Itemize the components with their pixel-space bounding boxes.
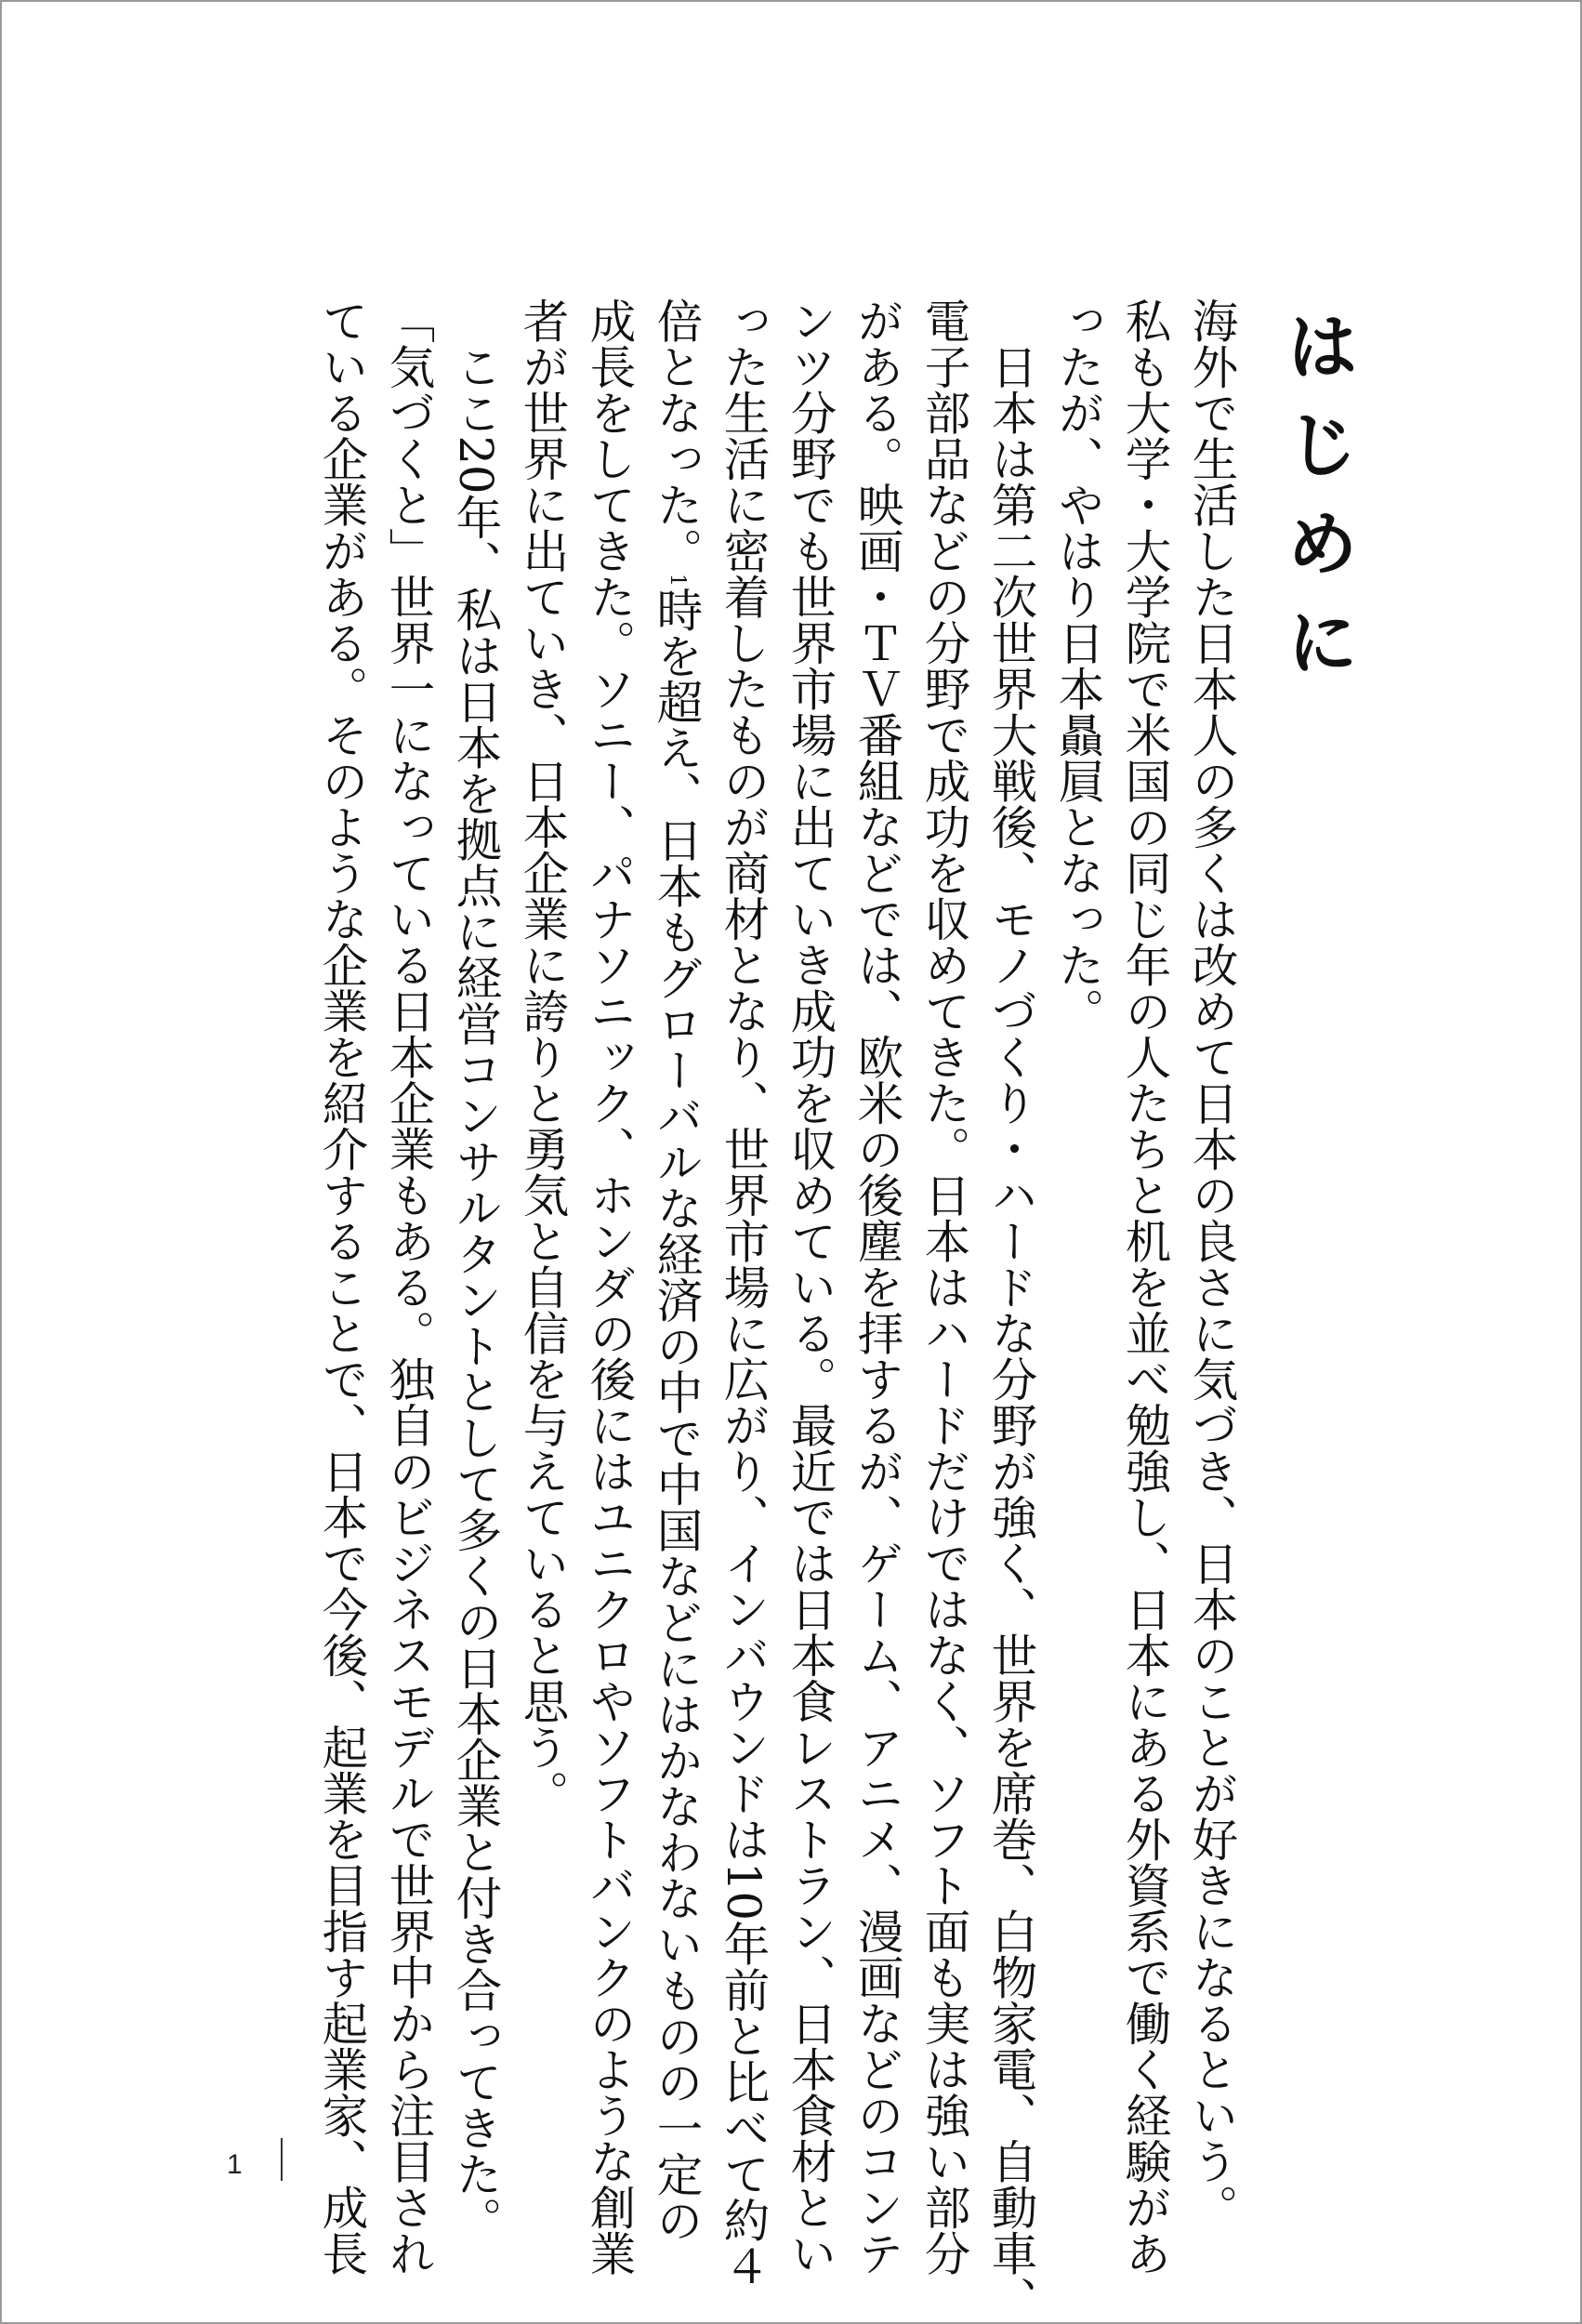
text-segment: 時を超え、日本もグローバルな経済の中で中国などにはかなわないものの一定の bbox=[650, 587, 704, 2243]
footnote-mark: 1 bbox=[666, 574, 689, 587]
text-column: った生活に密着したものが商材となり、世界市場に広がり、インバウンドは10年前と比べて約４ bbox=[717, 297, 771, 2289]
text-column: 電子部品などの分野で成功を収めてきた。日本はハードだけではなく、ソフト面も実は強い部分 bbox=[917, 297, 971, 2277]
body-text bbox=[309, 297, 1246, 2322]
text-column: 海外で生活した日本人の多くは改めて日本の良さに気づき、日本のことが好きになるという。 bbox=[1185, 297, 1239, 2230]
text-column: 「気づくと」世界一になっている日本企業もある。独自のビジネスモデルで世界中から注目され bbox=[382, 297, 436, 2277]
text-column: ている企業がある。そのような企業を紹介することで、日本で今後、起業を目指す起業家、成長 bbox=[315, 297, 369, 2277]
text-column-with-footnote bbox=[643, 297, 710, 2243]
page-number: 1 bbox=[227, 2149, 243, 2180]
text-column: ンツ分野でも世界市場に出ていき成功を収めている。最近では日本食レストラン、日本食材とい bbox=[784, 297, 837, 2277]
folio-divider bbox=[281, 2138, 283, 2181]
chapter-title: はじめに bbox=[1274, 309, 1359, 703]
text-column: 日本は第二次世界大戦後、モノづくり・ハードな分野が強く、世界を席巻、白物家電、自動車、 bbox=[984, 297, 1038, 2322]
text-column: ここ20年、私は日本を拠点に経営コンサルタントとして多くの日本企業と付き合ってきた。 bbox=[449, 297, 503, 2243]
text-column: 者が世界に出ていき、日本企業に誇りと勇気と自信を与えていると思う。 bbox=[516, 297, 570, 1816]
text-column: ったが、やはり日本贔屓となった。 bbox=[1051, 297, 1105, 1034]
text-segment: 倍となった。 bbox=[650, 297, 704, 574]
text-column: 成長をしてきた。ソニー、パナソニック、ホンダの後にはユニクロやソフトバンクのような創業 bbox=[583, 297, 637, 2277]
text-column: がある。映画・ＴＶ番組などでは、欧米の後塵を拝するが、ゲーム、アニメ、漫画などのコンテ bbox=[850, 297, 904, 2277]
text-column: 私も大学・大学院で米国の同じ年の人たちと机を並べ勉強し、日本にある外資系で働く経験があ bbox=[1118, 297, 1172, 2277]
